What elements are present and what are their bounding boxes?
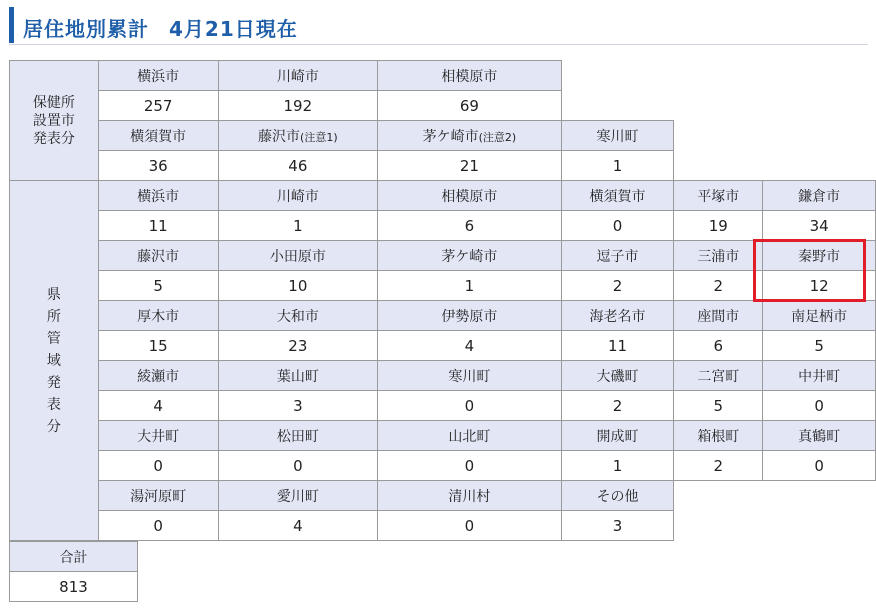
area-count: 10 (218, 271, 378, 301)
area-name-cell (218, 241, 378, 271)
area-name-cell (674, 361, 763, 391)
area-name-cell (98, 481, 218, 511)
table-row (10, 451, 876, 481)
area-name-cell (378, 181, 562, 211)
empty-cell (763, 91, 876, 121)
area-name: 葉山町 (276, 368, 319, 385)
area-name: 南足柄市 (791, 308, 848, 325)
area-name-cell (218, 181, 378, 211)
area-name: 清川村 (448, 488, 491, 505)
area-name-cell (98, 61, 218, 91)
empty-cell (674, 481, 763, 511)
area-name-cell (378, 241, 562, 271)
area-count: 0 (378, 511, 562, 541)
area-count: 5 (98, 271, 218, 301)
area-count: 1 (378, 271, 562, 301)
area-name-cell (98, 421, 218, 451)
empty-cell (674, 91, 763, 121)
area-name-cell (561, 481, 674, 511)
empty-cell (763, 121, 876, 151)
area-count: 3 (561, 511, 674, 541)
area-name-cell (378, 481, 562, 511)
area-name: 川崎市 (276, 68, 319, 85)
area-name: 座間市 (697, 308, 740, 325)
area-name-cell (218, 361, 378, 391)
area-count: 0 (561, 211, 674, 241)
area-count: 3 (218, 391, 378, 421)
area-name: 横須賀市 (589, 188, 646, 205)
area-name-cell (674, 181, 763, 211)
area-name: 三浦市 (697, 248, 740, 265)
area-count: 11 (561, 331, 674, 361)
area-count: 1 (561, 151, 674, 181)
area-name: その他 (596, 488, 639, 505)
area-name: 大和市 (276, 308, 319, 325)
area-count: 192 (218, 91, 378, 121)
area-name-cell (218, 301, 378, 331)
area-count: 1 (218, 211, 378, 241)
area-count: 0 (98, 451, 218, 481)
area-name-cell (674, 241, 763, 271)
area-name-cell (561, 181, 674, 211)
area-name: 湯河原町 (130, 488, 187, 505)
area-name: 開成町 (596, 428, 639, 445)
table-row (10, 511, 876, 541)
title-text: 居住地別累計 (23, 17, 149, 41)
area-count: 19 (674, 211, 763, 241)
area-name: 寒川町 (448, 368, 491, 385)
total-table (9, 541, 138, 602)
area-name: 伊勢原市 (441, 308, 498, 325)
page-title (23, 13, 298, 42)
area-name: 横須賀市 (130, 128, 187, 145)
title-date: 4月21日現在 (169, 17, 298, 41)
area-name: 中井町 (798, 368, 841, 385)
area-count: 6 (674, 331, 763, 361)
area-count: 5 (674, 391, 763, 421)
area-name-cell (218, 421, 378, 451)
empty-cell (763, 61, 876, 91)
area-count: 4 (378, 331, 562, 361)
area-name-cell (561, 301, 674, 331)
area-name-cell (378, 121, 562, 151)
area-count: 69 (378, 91, 562, 121)
area-name: 厚木市 (137, 308, 180, 325)
area-count: 257 (98, 91, 218, 121)
table-row (10, 271, 876, 301)
area-name: 鎌倉市 (798, 188, 841, 205)
area-name: 藤沢市 (258, 128, 301, 145)
area-count: 36 (98, 151, 218, 181)
area-name-cell (561, 361, 674, 391)
area-count: 0 (98, 511, 218, 541)
area-name: 秦野市 (798, 248, 841, 265)
area-name: 箱根町 (697, 428, 740, 445)
area-name: 大井町 (137, 428, 180, 445)
area-count: 12 (763, 271, 876, 301)
area-name-cell (763, 181, 876, 211)
area-name: 相模原市 (441, 68, 498, 85)
area-name-cell (98, 241, 218, 271)
area-name-cell (763, 421, 876, 451)
area-count: 4 (218, 511, 378, 541)
area-name: 小田原市 (269, 248, 326, 265)
table-row (10, 181, 876, 211)
area-name: 愛川町 (276, 488, 319, 505)
area-count: 0 (763, 451, 876, 481)
area-name-cell (763, 301, 876, 331)
area-name: 相模原市 (441, 188, 498, 205)
area-name: 二宮町 (697, 368, 740, 385)
table-row (10, 391, 876, 421)
area-count: 0 (378, 451, 562, 481)
empty-cell (763, 511, 876, 541)
area-note: (注意1) (300, 130, 338, 144)
title-accent-bar (9, 7, 14, 43)
table-row (10, 121, 876, 151)
area-name-cell (378, 421, 562, 451)
table-row (10, 331, 876, 361)
empty-cell (674, 61, 763, 91)
table-row (10, 361, 876, 391)
total-label: 合計 (10, 542, 138, 572)
area-note: (注意2) (478, 130, 517, 144)
area-count: 0 (378, 391, 562, 421)
area-count: 2 (674, 271, 763, 301)
area-name: 真鶴町 (798, 428, 841, 445)
empty-cell (561, 61, 674, 91)
area-name-cell (98, 361, 218, 391)
area-name-cell (98, 301, 218, 331)
area-name: 大磯町 (596, 368, 639, 385)
prefecture-label (10, 181, 99, 541)
empty-cell (763, 481, 876, 511)
area-name: 横浜市 (137, 188, 180, 205)
area-count: 2 (674, 451, 763, 481)
empty-cell (674, 151, 763, 181)
area-name-cell (674, 421, 763, 451)
area-name: 茅ケ崎市 (422, 128, 479, 145)
total-value: 813 (10, 572, 138, 602)
area-count: 5 (763, 331, 876, 361)
section-label-line: 保健所 (32, 94, 75, 111)
area-count: 1 (561, 451, 674, 481)
table-row (10, 481, 876, 511)
area-name: 綾瀬市 (137, 368, 180, 385)
health_center-label (10, 61, 99, 181)
area-name-cell (763, 241, 876, 271)
area-name: 川崎市 (276, 188, 319, 205)
area-name-cell (561, 241, 674, 271)
residence-table (9, 60, 876, 541)
area-name-cell (561, 121, 674, 151)
area-name-cell (378, 61, 562, 91)
table-row (10, 151, 876, 181)
table-row (10, 61, 876, 91)
area-name: 海老名市 (589, 308, 646, 325)
table-row (10, 301, 876, 331)
area-count: 21 (378, 151, 562, 181)
area-name-cell (763, 361, 876, 391)
area-name-cell (561, 421, 674, 451)
area-name: 茅ケ崎市 (441, 248, 498, 265)
area-count: 6 (378, 211, 562, 241)
area-name-cell (98, 181, 218, 211)
empty-cell (674, 121, 763, 151)
empty-cell (561, 91, 674, 121)
table-row (10, 91, 876, 121)
area-name-cell (674, 301, 763, 331)
area-name-cell (378, 361, 562, 391)
area-name: 横浜市 (137, 68, 180, 85)
area-count: 46 (218, 151, 378, 181)
area-count: 4 (98, 391, 218, 421)
area-name-cell (378, 301, 562, 331)
area-count: 0 (218, 451, 378, 481)
table-row (10, 241, 876, 271)
area-name: 山北町 (448, 428, 491, 445)
area-name: 平塚市 (697, 188, 740, 205)
area-count: 34 (763, 211, 876, 241)
area-name-cell (218, 61, 378, 91)
page-header (9, 7, 868, 45)
area-name-cell (218, 121, 378, 151)
empty-cell (674, 511, 763, 541)
table-row (10, 211, 876, 241)
area-count: 2 (561, 271, 674, 301)
area-count: 11 (98, 211, 218, 241)
area-name: 藤沢市 (137, 248, 180, 265)
empty-cell (763, 151, 876, 181)
area-name: 松田町 (276, 428, 319, 445)
area-name: 寒川町 (596, 128, 639, 145)
table-row (10, 421, 876, 451)
area-count: 23 (218, 331, 378, 361)
area-name: 逗子市 (596, 248, 639, 265)
title-underline (9, 44, 868, 45)
area-name-cell (218, 481, 378, 511)
area-count: 15 (98, 331, 218, 361)
section-label-vertical: 県所管域発表分 (46, 286, 61, 435)
area-count: 0 (763, 391, 876, 421)
section-label-line: 設置市 (32, 112, 75, 129)
area-count: 2 (561, 391, 674, 421)
section-label-line: 発表分 (32, 130, 75, 147)
area-name-cell (98, 121, 218, 151)
